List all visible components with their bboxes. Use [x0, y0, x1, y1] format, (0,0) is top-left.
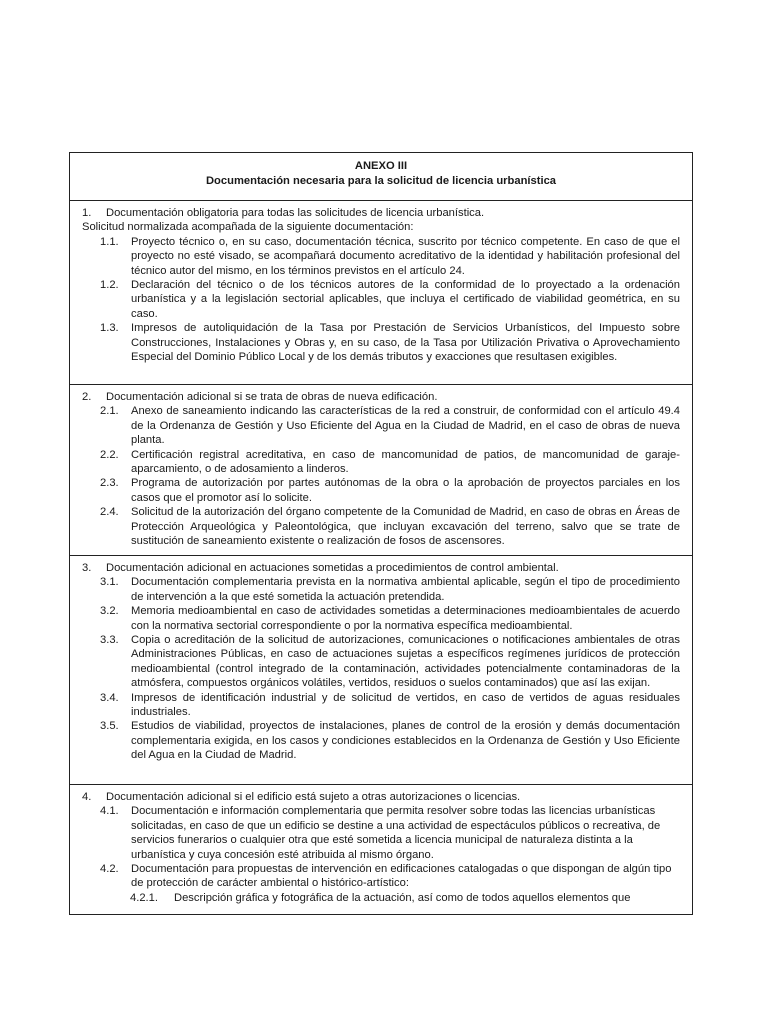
list-item — [82, 633, 680, 691]
section-1 — [70, 201, 692, 385]
section-intro: Solicitud normalizada acompañada de la siguiente documentación: — [82, 221, 414, 234]
list-item — [82, 235, 680, 278]
list-item — [82, 719, 680, 762]
list-item — [82, 862, 680, 891]
section-3 — [70, 556, 692, 785]
list-item — [82, 476, 680, 505]
annex-subtitle: Documentación necesaria para la solicitud de licencia urbanística — [205, 175, 557, 187]
item-text: Impresos de identificación industrial y de solicitud de vertidos, en caso de vertidos de aguas residuales industriales. — [131, 691, 680, 719]
item-number: 3.1. — [100, 576, 119, 589]
item-text: Declaración del técnico o de los técnicos autores de la conformidad de lo proyectado a la ordenación urbanística y a la legislación sectorial aplicables, que incluya el certificado de viabilidad geométrica, en su caso. — [131, 279, 680, 320]
sub-list-item — [82, 891, 680, 905]
section-number: 3. — [82, 562, 92, 574]
item-number: 3.4. — [100, 691, 119, 704]
item-text: Memoria medioambiental en caso de actividades sometidas a determinaciones medioambientales de acuerdo con la normativa sectorial correspondiente o por la normativa específica medioambiental. — [131, 605, 680, 632]
list-item — [82, 404, 680, 447]
section-heading — [82, 390, 680, 404]
item-text: Impresos de autoliquidación de la Tasa por Prestación de Servicios Urbanísticos, del Impuesto sobre Construcciones, Instalaciones y Obras y, en su caso, de la Tasa por Utilización Privativa o Aprovechamiento Especial del Dominio Público Local y de los demás tributos y exacciones que resultasen exigibles. — [131, 322, 680, 364]
section-title: Documentación adicional si se trata de obras de nueva edificación. — [106, 391, 438, 403]
section-2 — [70, 385, 692, 556]
item-text: Programa de autorización por partes autónomas de la obra o la aprobación de proyectos parciales en los casos que el promotor así lo solicite. — [131, 477, 680, 504]
item-number: 1.2. — [100, 279, 119, 292]
item-number: 2.4. — [100, 506, 119, 519]
section-title: Documentación adicional si el edificio está sujeto a otras autorizaciones o licencias. — [106, 791, 521, 803]
item-number: 3.3. — [100, 634, 119, 647]
annex-table — [69, 152, 693, 915]
item-number: 2.3. — [100, 477, 119, 490]
item-number: 4.2. — [100, 863, 119, 876]
section-4 — [70, 785, 692, 914]
item-text: Proyecto técnico o, en su caso, documentación técnica, suscrito por técnico competente. En caso de que el proyecto no esté visado, se acompañará documento acreditativo de la identidad y habilitación profesional del técnico autor del mismo, en los términos previstos en el artículo 24. — [131, 235, 680, 277]
item-text: Documentación complementaria prevista en la normativa ambiental aplicable, según el tipo de procedimiento de intervención a la que esté sometida la actuación pretendida. — [131, 576, 680, 603]
item-number: 3.2. — [100, 605, 119, 618]
item-text: Copia o acreditación de la solicitud de autorizaciones, comunicaciones o notificaciones ambientales de otras Administraciones Públicas, en caso de actuaciones sujetas a específicos regímenes jurídicos de protección medioambiental (control integrado de la contaminación, actividades potencialmente contaminadoras de la atmósfera, compuestos orgánicos volátiles, vertidos, residuos o suelos contaminados) que así las exijan. — [131, 634, 680, 690]
annex-title: ANEXO III — [354, 160, 408, 172]
annex-header — [70, 153, 692, 201]
item-number: 2.2. — [100, 448, 119, 461]
section-number: 1. — [82, 207, 92, 219]
section-heading — [82, 206, 680, 220]
list-item — [82, 278, 680, 321]
item-text: Documentación e información complementaria que permita resolver sobre todas las licencias urbanísticas solicitadas, en caso de que un edificio se destine a una actividad de espectáculos públicos o recreativa, de servicios funerarios o cualquier otra que esté sometida a licencia municipal de naturaleza distinta a la urbanística y cuya concesión esté atribuida al mismo órgano. — [131, 805, 661, 861]
item-number: 2.1. — [100, 405, 119, 418]
section-title: Documentación adicional en actuaciones sometidas a procedimientos de control ambiental. — [106, 562, 559, 574]
section-heading — [82, 561, 680, 575]
item-text: Documentación para propuestas de intervención en edificaciones catalogadas o que dispongan de algún tipo de protección de carácter ambiental o histórico-artístico: — [131, 863, 672, 890]
list-item — [82, 604, 680, 633]
list-item — [82, 575, 680, 604]
list-item — [82, 691, 680, 720]
item-number: 4.1. — [100, 805, 119, 818]
section-number: 4. — [82, 791, 92, 803]
item-number: 1.3. — [100, 322, 119, 335]
section-number: 2. — [82, 391, 92, 403]
section-title: Documentación obligatoria para todas las solicitudes de licencia urbanística. — [106, 207, 485, 219]
item-number: 1.1. — [100, 235, 119, 248]
item-text: Certificación registral acreditativa, en caso de mancomunidad de patios, de mancomunidad de garaje-aparcamiento, o de adosamiento a linderos. — [131, 448, 680, 476]
list-item — [82, 448, 680, 477]
item-text: Estudios de viabilidad, proyectos de instalaciones, planes de control de la erosión y demás documentación complementaria exigida, en los casos y condiciones establecidos en la Ordenanza de Gestión y Uso Eficiente del Agua en la Ciudad de Madrid. — [131, 720, 680, 762]
list-item — [82, 321, 680, 364]
list-item — [82, 804, 680, 862]
subitem-text: Descripción gráfica y fotográfica de la actuación, así como de todos aquellos elementos que — [174, 891, 631, 904]
item-number: 3.5. — [100, 720, 119, 733]
subitem-number: 4.2.1. — [130, 891, 158, 904]
item-text: Solicitud de la autorización del órgano competente de la Comunidad de Madrid, en caso de obras en Áreas de Protección Arqueológica y Paleontológica, que incluyan excavación del terreno, salvo que se trate de sustitución de saneamiento existente o realización de fosos de ascensores. — [131, 506, 680, 548]
item-text: Anexo de saneamiento indicando las características de la red a construir, de conformidad con el artículo 49.4 de la Ordenanza de Gestión y Uso Eficiente del Agua en la Ciudad de Madrid, en el caso de obras de nueva planta. — [131, 405, 680, 447]
section-heading — [82, 790, 680, 804]
list-item — [82, 505, 680, 548]
